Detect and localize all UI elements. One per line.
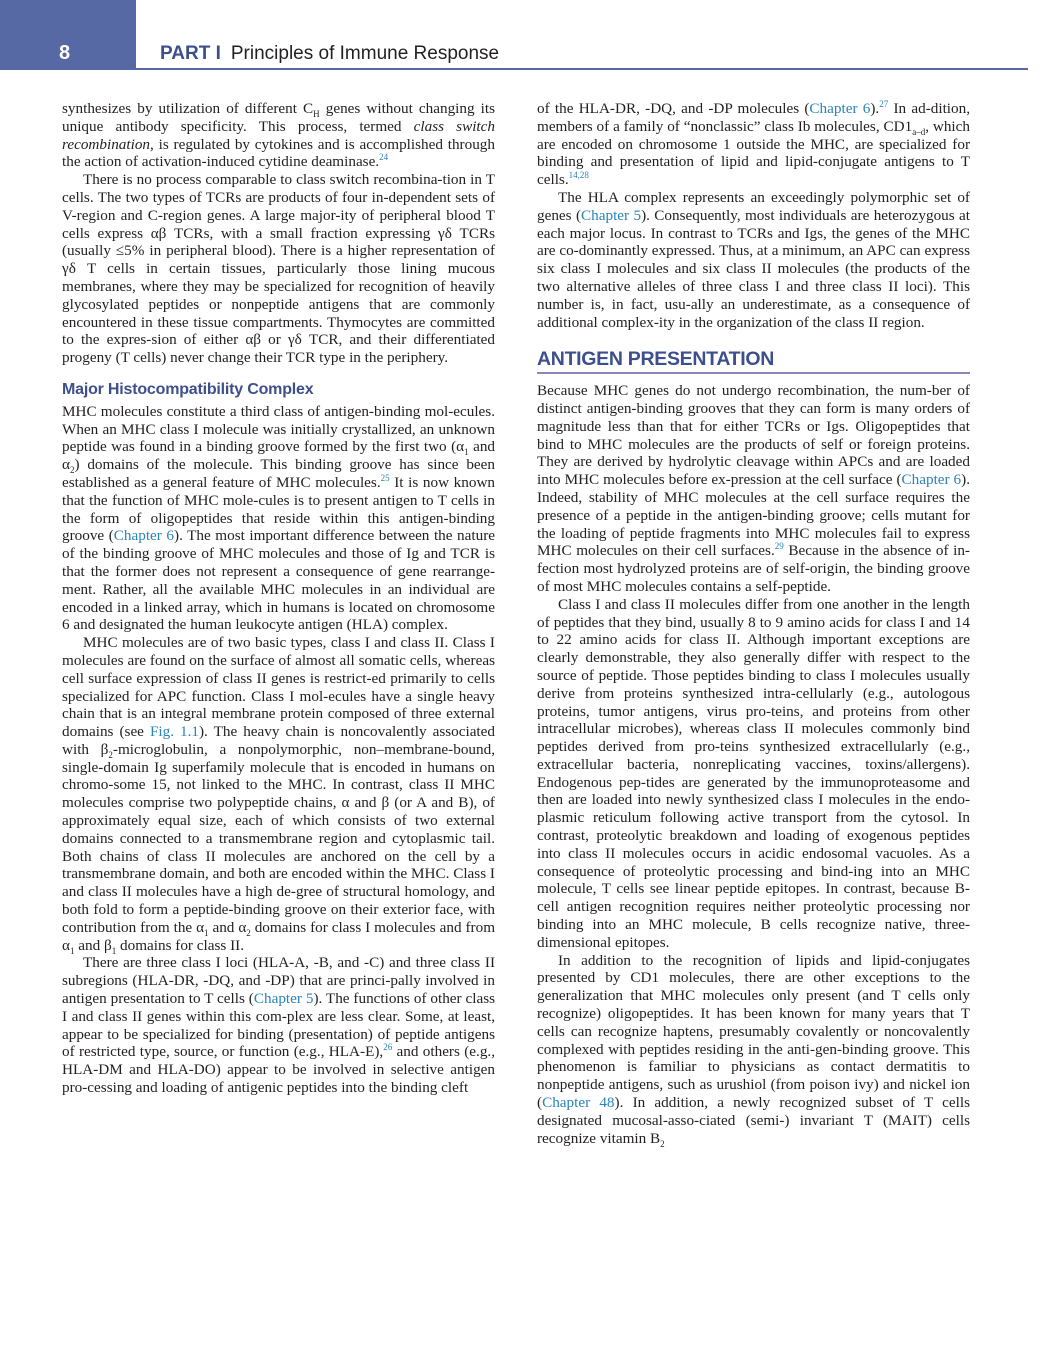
paragraph bbox=[62, 634, 495, 954]
paragraph bbox=[62, 403, 495, 634]
text-run: ). Indeed, stability of MHC molecules at the cell surface requires the presence of a peptide in the antigen-binding groove; cells mutant for the loading of peptide fragments into MHC molecules fail to express MHC molecules on their cell surfaces. bbox=[537, 471, 970, 560]
right-column bbox=[537, 100, 970, 1147]
text-run: domains for class II. bbox=[116, 936, 245, 954]
text-run: domains for class I molecules and from α bbox=[62, 918, 496, 954]
subscript: 2 bbox=[108, 749, 113, 760]
text-run: -microglobulin, a nonpolymorphic, non–membrane-bound, single-domain Ig superfamily molecule that is encoded in humans on chromo-some 15, not linked to the MHC. In contrast, class II MHC molecules comprise two polypeptide chains, α and β (or A and B), of approximately equal size, each of which consists of two external domains connected to a transmembrane region and cytoplasmic tail. Both chains of class II molecules are anchored on the cell by a transmembrane domain, and both are encoded within the MHC. Class I and class II molecules have a high de-gree of structural homology, and both fold to form a peptide-binding groove on their exterior face, with contribution from the α bbox=[62, 740, 495, 936]
text-run: of the HLA-DR, -DQ, and -DP molecules ( bbox=[537, 100, 810, 117]
figure-link[interactable]: Fig. 1.1 bbox=[149, 723, 199, 741]
section-rule bbox=[537, 372, 970, 374]
reference-link[interactable]: 24 bbox=[379, 152, 389, 163]
subscript: a–d bbox=[912, 126, 926, 137]
reference-link[interactable]: 27 bbox=[879, 98, 889, 109]
section-heading: ANTIGEN PRESENTATION bbox=[537, 348, 775, 371]
paragraph: There is no process comparable to class switch recombina-tion in T cells. The two types of TCRs are products of four in-dependent sets of V-region and C-region genes. A large major-ity of peripheral blood T cells express αβ TCRs, with a small fraction expressing γδ TCRs (usually ≤5% in peripheral blood). There is a higher representation of γδ T cells in certain tissues, particularly those lining mucous membranes, where they may be specialized for recognition of heavily glycosylated peptides or nonpeptide antigens that are commonly encountered in these tissue compartments. Thymocytes are committed to the expres-sion of either αβ or γδ TCR, and their differentiated progeny (T cells) never change their TCR type in the periphery. bbox=[62, 171, 495, 367]
chapter-link[interactable]: Chapter 6 bbox=[809, 100, 871, 117]
text-run: genes without changing its unique antibody specificity. This process, termed bbox=[62, 100, 495, 135]
chapter-link[interactable]: Chapter 6 bbox=[901, 471, 962, 489]
subscript: 2 bbox=[69, 465, 75, 476]
text-run: and α bbox=[208, 918, 247, 936]
text-run: MHC molecules constitute a third class of antigen-binding mol-ecules. When an MHC class I molecule was initially crystallized, an unknown peptide was found in a binding groove formed by the first two (α bbox=[62, 402, 495, 456]
text-run: MHC molecules are of two basic types, class I and class II. Class I molecules are found on the surface of almost all somatic cells, whereas cell surface expression of class II genes is restrict-ed primarily to cells specialized for APC function. Class I mol-ecules have a single heavy chain that is an integral membrane protein composed of three external domains (see bbox=[62, 634, 495, 741]
paragraph: Class I and class II molecules differ from one another in the length of peptides that they bind, usually 8 to 9 amino acids for class I and 14 to 22 amino acids for class II. Although important exceptions are clearly demonstrable, they also generally differ with respect to the source of peptide. Those peptides binding to class I molecules usually derive from proteins synthesized intra-cellularly (e.g., autologous proteins, tumor antigens, virus pro-teins, and proteins from other intracellular microbes), whereas class II molecules commonly bind peptides derived from pro-teins synthesized extracellularly (e.g., extracellular bacteria, nonreplicating vaccines, toxins/allergens). Endogenous pep-tides are generated by the immunoproteasome and then are loaded into newly synthesized class I molecules in the endo-plasmic reticulum following active transport from the cytosol. In contrast, proteolytic breakdown and loading of exogenous peptides into class II molecules occurs in acidic endosomal vacuoles. As a consequence of proteolytic processing and bind-ing into an MHC molecule, T cells see linear peptide epitopes. In contrast, because B-cell antigen recognition requires neither proteolytic processing nor binding into an MHC molecule, B cells recognize native, three-dimensional epitopes. bbox=[537, 595, 970, 951]
subscript: 1 bbox=[111, 945, 117, 956]
text-run: synthesizes by utilization of different C bbox=[62, 100, 314, 117]
text-run: ). Consequently, most individuals are heterozygous at each major locus. In contrast to TCRs and Igs, the genes of the MHC are co-dominantly expressed. Thus, at a minimum, an APC can express six class I molecules and six class II molecules (the products of the two alternative alleles of three class I and three class II loci). This number is, in fact, usu-ally an underestimate, as a consequence of additional complex-ity in the organization of the class II region. bbox=[537, 206, 970, 331]
paragraph bbox=[537, 382, 970, 596]
text-run: ). The functions of other class I and class II genes within this com-plex are less clear. Some, at least, appear to be specialized for binding (presentation) of peptide antigens of restricted type, source, or function (e.g., HLA-E), bbox=[62, 990, 496, 1061]
text-run: and α bbox=[62, 438, 496, 474]
subscript: 1 bbox=[464, 447, 469, 458]
subsection-heading: Major Histocompatibility Complex bbox=[62, 380, 314, 398]
paragraph bbox=[537, 189, 970, 331]
text-run: It is now known that the function of MHC mole-cules is to present antigen to T cells in the form of oligopeptides that reside within this antigen-binding groove ( bbox=[62, 473, 496, 545]
text-run: There are three class I loci (HLA-A, -B, and -C) and three class II subregions (HLA-DR, -DQ, and -DP) that are princi-pally involved in antigen presentation to T cells ( bbox=[62, 954, 495, 1008]
subscript: 2 bbox=[660, 1138, 665, 1149]
reference-link[interactable]: 25 bbox=[380, 472, 390, 483]
subscript: H bbox=[313, 109, 320, 120]
header-rule bbox=[136, 68, 1028, 70]
text-run: The HLA complex represents an exceedingly polymorphic set of genes ( bbox=[537, 188, 970, 224]
text-run: , which are encoded on chromosome 1 outside the MHC, are specialized for binding and presentation of lipid and lipid-conjugate antigens to T cells. bbox=[537, 117, 970, 189]
text-run: ). bbox=[870, 100, 880, 117]
reference-link[interactable]: 29 bbox=[774, 541, 784, 552]
reference-link[interactable]: 14,28 bbox=[568, 170, 589, 181]
italic-term: class switch recombination bbox=[62, 117, 495, 153]
text-run: and β bbox=[74, 936, 112, 954]
subscript: 1 bbox=[204, 927, 209, 938]
subscript: 2 bbox=[246, 927, 251, 938]
paragraph bbox=[62, 954, 495, 1096]
text-run: ) domains of the molecule. This binding groove has since been established as a general feature of MHC molecules. bbox=[62, 456, 495, 491]
chapter-link[interactable]: Chapter 5 bbox=[253, 990, 314, 1008]
part-title: Principles of Immune Response bbox=[230, 43, 500, 64]
text-run: ). The most important difference between the nature of the binding groove of MHC molecules and those of Ig and TCR is that the former does not represent a consequence of gene rearrange-ment. Rather, all the available MHC molecules in an individual are encoded in a linked array, which in humans is located on chromosome 6 and designated the human leukocyte antigen (HLA) complex. bbox=[62, 527, 496, 634]
text-run: In addition to the recognition of lipids and lipid-conjugates presented by CD1 molecules, there are other exceptions to the generalization that MHC molecules only present (and T cells only recognize) oligopeptides. It has been known for many years that T cells can recognize haptens, presumably covalently or noncovalently complexed with peptides residing in the anti-gen-binding groove. This phenomenon is familiar to physicians as contact dermatitis to nonpeptide antigens, such as urushiol (from poison ivy) and nickel ion ( bbox=[537, 951, 970, 1112]
text-run: Because MHC genes do not undergo recombination, the num-ber of distinct antigen-binding grooves that they can form is many orders of magnitude less than that for either TCRs or Igs. Oligopeptides that bind to MHC molecules are the products of self or foreign proteins. They are derived by hydrolytic cleavage within APCs and are loaded into MHC molecules before ex-pression at the cell surface ( bbox=[537, 382, 970, 489]
paragraph bbox=[62, 100, 495, 171]
subscript: 1 bbox=[69, 945, 75, 956]
paragraph bbox=[537, 952, 970, 1148]
running-head bbox=[160, 43, 499, 65]
text-run: ). The heavy chain is noncovalently associated with β bbox=[62, 723, 495, 758]
text-run: In ad-dition, members of a family of “nonclassic” class Ib molecules, CD1 bbox=[537, 100, 971, 135]
page-number: 8 bbox=[59, 42, 71, 64]
reference-link[interactable]: 26 bbox=[383, 1042, 393, 1053]
left-column bbox=[62, 100, 495, 1097]
chapter-link[interactable]: Chapter 48 bbox=[542, 1094, 615, 1112]
part-label: PART I bbox=[160, 43, 221, 64]
paragraph bbox=[537, 100, 970, 189]
chapter-link[interactable]: Chapter 5 bbox=[581, 206, 642, 224]
text-run: and others (e.g., HLA-DM and HLA-DO) appear to be involved in selective antigen pro-cessing and loading of antigenic peptides into the binding cleft bbox=[62, 1043, 496, 1097]
text-run: , is regulated by cytokines and is accomplished through the action of activation-induced cytidine deaminase. bbox=[62, 135, 495, 171]
chapter-link[interactable]: Chapter 6 bbox=[113, 527, 175, 545]
text-run: Because in the absence of in-fection most hydrolyzed proteins are of self-origin, the binding groove of most MHC molecules contains a self-peptide. bbox=[537, 542, 970, 595]
text-run: ). In addition, a newly recognized subset of T cells designated mucosal-asso-ciated (semi-) invariant T (MAIT) cells recognize vitamin B bbox=[537, 1094, 971, 1147]
